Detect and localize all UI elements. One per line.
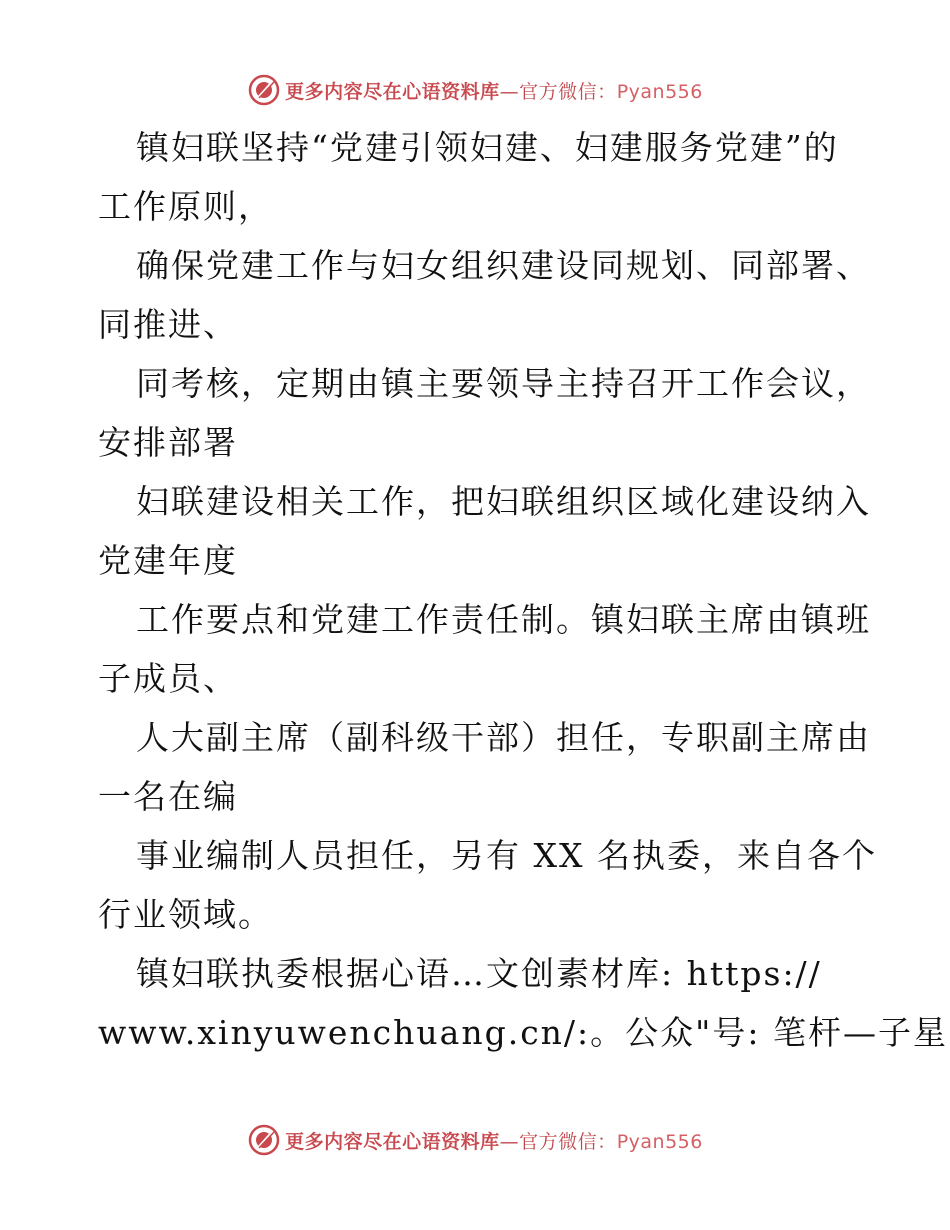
watermark-official: 官方微信： [519,1130,617,1153]
text-line: 镇妇联执委根据心语…文创素材库: https:// [136,954,822,993]
text-line: 事业编制人员担任，另有 XX 名执委，来自各个 [136,836,877,875]
text-line: 同考核，定期由镇主要领导主持召开工作会议， [136,364,871,403]
footer-watermark [0,1122,950,1158]
text-line: 同推进、 [98,305,238,344]
watermark-text [285,1127,703,1154]
text-line: 子成员、 [98,659,238,698]
text-line: 一名在编 [98,777,238,816]
seal-logo-icon [247,73,281,107]
watermark-brand: 更多内容尽在心语资料库 [285,1130,500,1153]
text-line: 工作原则， [98,187,273,226]
watermark-wechat-id: Pyan556 [616,80,703,103]
text-line: 工作要点和党建工作责任制。镇妇联主席由镇班 [136,600,871,639]
watermark-wechat-id: Pyan556 [616,1130,703,1153]
watermark-text [285,77,703,104]
watermark-separator: — [499,1130,520,1153]
text-line: www.xinyuwenchuang.cn/:。公众"号: 笔杆—子星 [98,1013,948,1052]
text-line: 镇妇联坚持“党建引领妇建、妇建服务党建”的 [136,128,839,167]
watermark-separator: — [499,80,520,103]
text-line: 人大副主席（副科级干部）担任，专职副主席由 [136,718,871,757]
text-line: 确保党建工作与妇女组织建设同规划、同部署、 [136,246,871,285]
text-line: 安排部署 [98,423,238,462]
seal-logo-icon [247,1123,281,1157]
document-body [98,118,948,1062]
watermark-official: 官方微信： [519,80,617,103]
text-line: 行业领域。 [98,895,273,934]
header-watermark [0,72,950,108]
text-line: 妇联建设相关工作，把妇联组织区域化建设纳入 [136,482,871,521]
watermark-brand: 更多内容尽在心语资料库 [285,80,500,103]
text-line: 党建年度 [98,541,238,580]
